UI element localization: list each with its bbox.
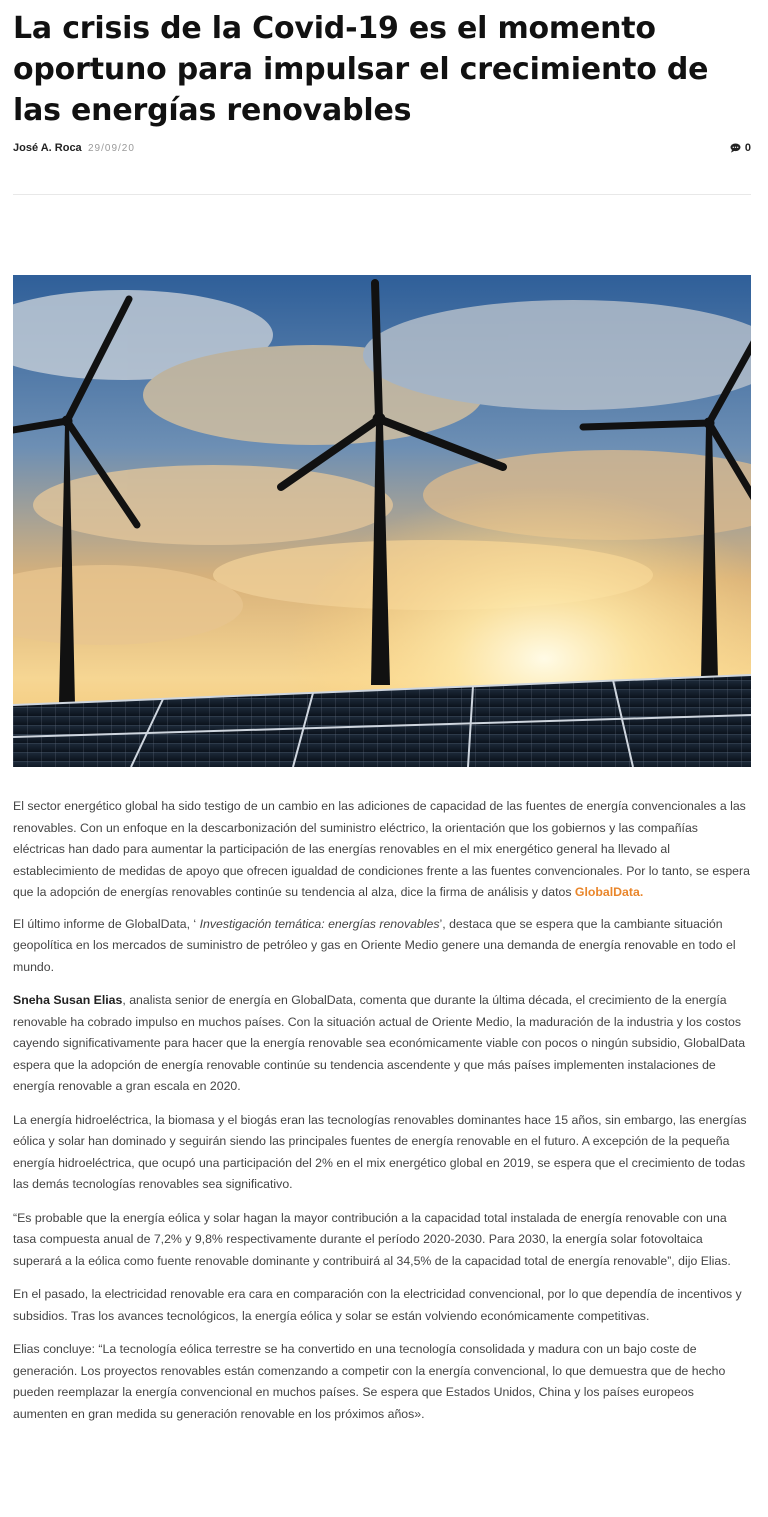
comment-bubble-icon (730, 143, 741, 153)
paragraph-6: En el pasado, la electricidad renovable era cara en comparación con la electricidad convencional, por lo que dependía de incentivos y subsidios. Tras los avances tecnológicos, la energía eólica y solar se están volviendo económicamente competitivas. (13, 1287, 742, 1323)
paragraph-1-text: El sector energético global ha sido testigo de un cambio en las adiciones de capacidad de las fuentes de energía convencionales a las renovables. Con un enfoque en la descarbonización del suministro eléctrico, la orientación que los gobiernos y las compañías eléctricas han dado para aumentar la participación de las energías renovables en el mix energético general ha llevado al establecimiento de medidas de apoyo que ofrecen igualdad de condiciones frente a las fuentes convencionales. Por lo tanto, se espera que la adopción de energías renovables continúe su tendencia al alza, dice la firma de análisis y datos (13, 799, 750, 899)
paragraph-2-text-a: El último informe de GlobalData, ‘ (13, 916, 200, 931)
paragraph-3 (13, 990, 751, 1098)
paragraph-2 (13, 914, 751, 979)
author-link[interactable]: José A. Roca (13, 142, 82, 154)
paragraph-1 (13, 796, 751, 904)
article-body (13, 796, 751, 1435)
report-title: Investigación temática: energías renovables (199, 916, 440, 931)
article-meta (13, 142, 751, 160)
paragraph-2-text-b: ’, destaca que se espera que la cambiante situación geopolítica en los mercados de suministro de petróleo y gas en Oriente Medio genere una demanda de energía renovable en todo el mundo. (13, 916, 736, 974)
meta-divider (13, 194, 751, 195)
comments-link[interactable] (730, 142, 751, 154)
comment-count: 0 (744, 142, 751, 154)
paragraph-4: La energía hidroeléctrica, la biomasa y el biogás eran las tecnologías renovables dominantes hace 15 años, sin embargo, las energías eólica y solar han dominado y seguirán siendo las principales fuentes de energía renovable en el futuro. A excepción de la pequeña energía hidroeléctrica, que ocupó una participación del 2% en el mix energético global en 2019, se espera que el crecimiento de todas las demás tecnologías renovables sea significativo. (13, 1112, 747, 1191)
hero-image (13, 275, 751, 767)
paragraph-7: Elias concluye: “La tecnología eólica terrestre se ha convertido en una tecnología consolidada y madura con un bajo coste de generación. Los proyectos renovables están comenzando a competir con la energía convencional, lo que demuestra que de hecho pueden reemplazar la energía convencional en muchos países. Se espera que Estados Unidos, China y los países europeos aumenten en gran medida su generación renovable en los próximos años». (13, 1342, 726, 1421)
globaldata-link[interactable]: GlobalData. (574, 885, 644, 899)
analyst-name: Sneha Susan Elias (13, 993, 123, 1007)
article-title: La crisis de la Covid-19 es el momento oportuno para impulsar el crecimiento de las energías renovables (13, 11, 709, 128)
wind-solar-illustration (13, 275, 751, 767)
paragraph-5: “Es probable que la energía eólica y solar hagan la mayor contribución a la capacidad total instalada de energía renovable con una tasa compuesta anual de 7,2% y 9,8% respectivamente durante el período 2020-2030. Para 2030, la energía solar fotovoltaica superará a la eólica como fuente renovable dominante y contribuirá al 34,5% de la capacidad total de energía renovable”, dijo Elias. (13, 1210, 731, 1268)
paragraph-3-text: , analista senior de energía en GlobalData, comenta que durante la última década, el crecimiento de la energía renovable ha cobrado impulso en muchos países. Con la situación actual de Oriente Medio, la maduración de la industria y los costos cayendo significativamente para hacer que la energía renovable sea económicamente viable con pocos o ningún subsidio, GlobalData espera que la adopción de energía renovable continúe su tendencia ascendente y que más países implementen instalaciones de energía renovable a gran escala en 2020. (13, 993, 746, 1093)
publish-date: 29/09/20 (88, 143, 135, 154)
